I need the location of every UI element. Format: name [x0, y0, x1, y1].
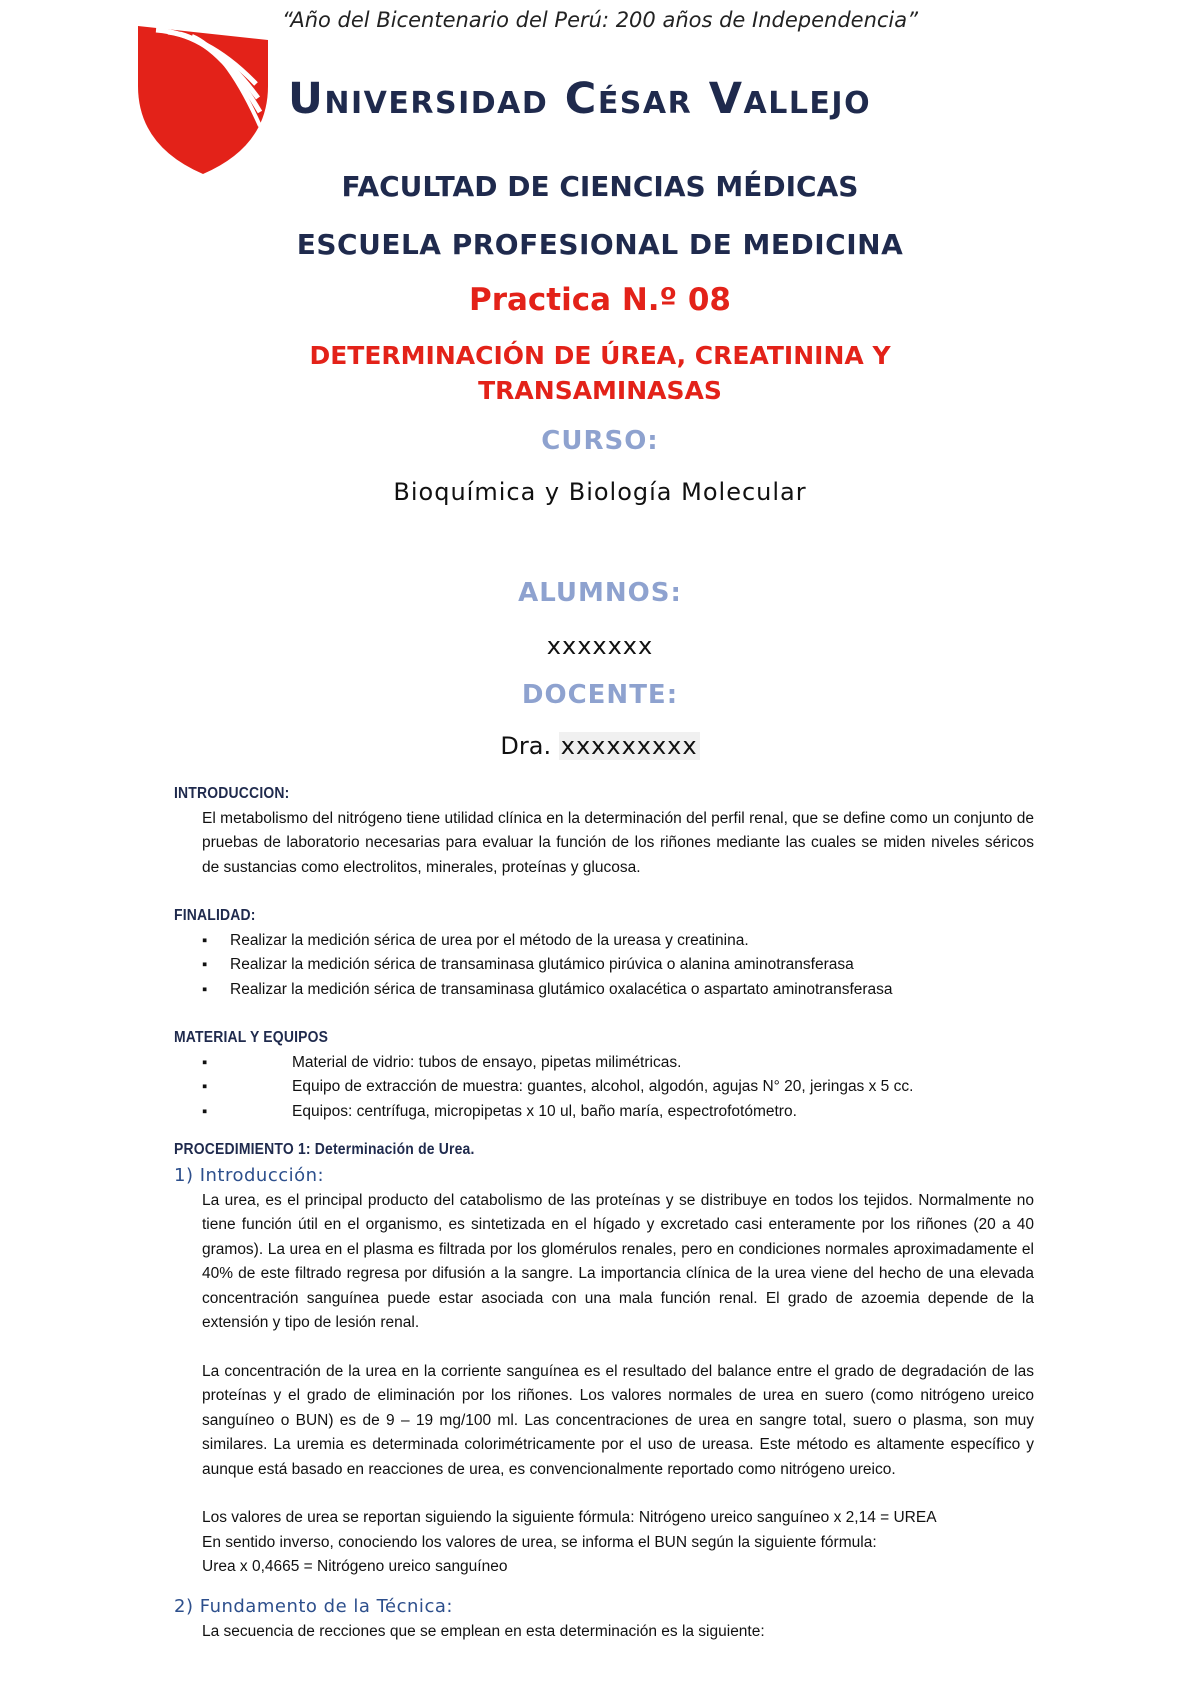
list-item: ▪ Realizar la medición sérica de urea por el método de la ureasa y creatinina. [174, 929, 1034, 954]
students-value: xxxxxxx [546, 632, 654, 660]
teacher-value [0, 732, 1200, 760]
list-item: ▪ Realizar la medición sérica de transaminasa glutámico pirúvica o alanina aminotransferasa [174, 953, 1034, 978]
course-label: CURSO: [541, 426, 659, 456]
list-item: ▪ Equipo de extracción de muestra: guantes, alcohol, algodón, agujas N° 20, jeringas x 5 cc. [174, 1075, 1034, 1100]
procedure-heading: PROCEDIMIENTO 1: Determinación de Urea. [174, 1141, 475, 1158]
teacher-prefix: Dra. [500, 732, 552, 760]
university-logo-icon [138, 26, 268, 174]
practice-number: Practica N.º 08 [469, 282, 731, 318]
list-item: ▪ Material de vidrio: tubos de ensayo, pipetas milimétricas. [174, 1051, 1034, 1076]
finalidad-list [174, 929, 1034, 1003]
technique-heading: 2) Fundamento de la Técnica: [174, 1595, 453, 1617]
technique-paragraph: La secuencia de recciones que se emplean en esta determinación es la siguiente: [202, 1622, 765, 1640]
school-title: ESCUELA PROFESIONAL DE MEDICINA [296, 228, 904, 261]
teacher-name: xxxxxxxxx [560, 732, 698, 760]
document-body [174, 782, 1034, 1644]
faculty-title: FACULTAD DE CIENCIAS MÉDICAS [341, 170, 859, 203]
procedure-intro-heading: 1) Introducción: [174, 1164, 325, 1186]
formula-line-3: Urea x 0,4665 = Nitrógeno ureico sanguíneo [202, 1558, 508, 1575]
university-name: Universidad César Vallejo [288, 74, 872, 124]
intro-heading: INTRODUCCION: [174, 785, 290, 802]
finalidad-heading: FINALIDAD: [174, 907, 256, 924]
list-item: ▪ Realizar la medición sérica de transaminasa glutámico oxalacética o aspartato aminotransferasa [174, 978, 1034, 1003]
materiales-list [174, 1051, 1034, 1125]
practice-title-line1: DETERMINACIÓN DE ÚREA, CREATININA Y [309, 341, 891, 370]
students-label: ALUMNOS: [518, 578, 682, 608]
intro-text: El metabolismo del nitrógeno tiene utilidad clínica en la determinación del perfil renal, que se define como un conjunto de pruebas de laboratorio necesarias para evaluar la función de los riñones mediante las cuales se miden niveles séricos de sustancias como electrolitos, minerales, proteínas y glucosa. [202, 809, 1034, 876]
procedure-paragraph-2: La concentración de la urea en la corriente sanguínea es el resultado del balance entre el grado de degradación de las proteínas y el grado de eliminación por los riñones. Los valores normales de urea en suero (como nitrógeno ureico sanguíneo o BUN) es de 9 – 19 mg/100 ml. Las concentraciones de urea en sangre total, suero o plasma, son muy similares. La uremia es determinada colorimétricamente por el uso de ureasa. Este método es altamente específico y aunque está basado en reacciones de urea, es convencionalmente reportado como nitrógeno ureico. [202, 1362, 1034, 1478]
practice-title [0, 338, 1200, 408]
formula-line-1: Los valores de urea se reportan siguiendo la siguiente fórmula: Nitrógeno ureico sanguíneo x 2,14 = UREA [202, 1509, 937, 1526]
motto-header: “Año del Bicentenario del Perú: 200 años de Independencia” [281, 8, 919, 32]
materiales-heading: MATERIAL Y EQUIPOS [174, 1029, 329, 1046]
practice-title-line2: TRANSAMINASAS [478, 376, 722, 405]
procedure-paragraph-1: La urea, es el principal producto del catabolismo de las proteínas y se distribuye en todos los tejidos. Normalmente no tiene función útil en el organismo, es sintetizada en el hígado y excretado casi enteramente por los riñones (20 a 40 gramos). La urea en el plasma es filtrada por los glomérulos renales, pero en condiciones normales aproximadamente el 40% de este filtrado regresa por difusión a la sangre. La importancia clínica de la urea viene del hecho de una elevada concentración sanguínea puede estar asociada con una mala función renal. El grado de azoemia depende de la extensión y tipo de lesión renal. [202, 1191, 1034, 1331]
course-value: Bioquímica y Biología Molecular [393, 478, 807, 506]
list-item: ▪ Equipos: centrífuga, micropipetas x 10 ul, baño maría, espectrofotómetro. [174, 1100, 1034, 1125]
teacher-label: DOCENTE: [521, 680, 679, 710]
formula-line-2: En sentido inverso, conociendo los valores de urea, se informa el BUN según la siguiente fórmula: [202, 1533, 877, 1551]
